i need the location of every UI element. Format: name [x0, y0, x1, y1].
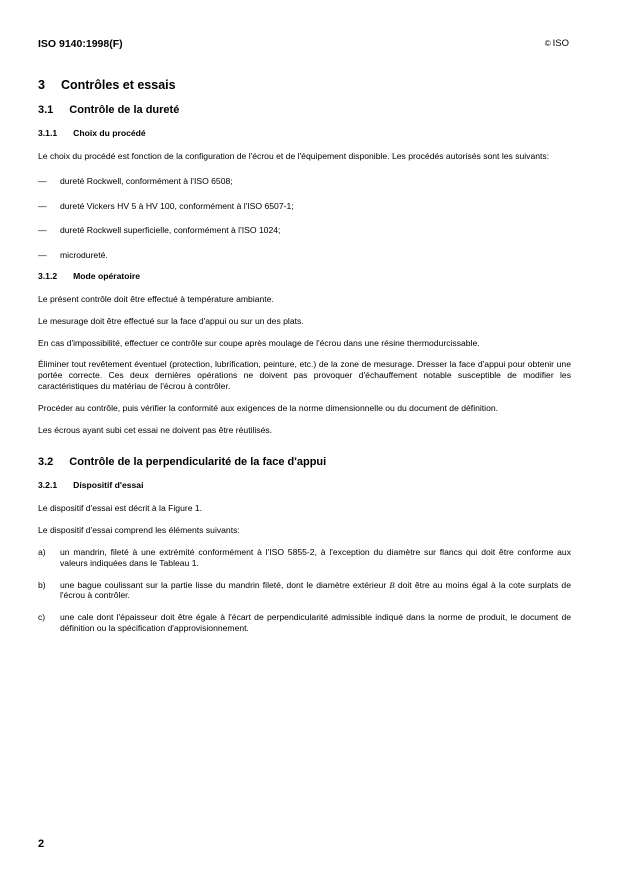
list-item: [38, 547, 571, 569]
dash-marker: —: [38, 175, 47, 186]
section-title: Mode opératoire: [73, 270, 140, 281]
section-3-1-1-heading: [38, 128, 571, 138]
list-item-text: dureté Rockwell superficielle, conformément à l'ISO 1024;: [60, 225, 281, 236]
dash-marker: —: [38, 225, 47, 236]
section-title: Dispositif d'essai: [73, 480, 144, 491]
paragraph: Le présent contrôle doit être effectué à température ambiante.: [38, 293, 274, 304]
list-item: [38, 225, 571, 236]
dash-marker: —: [38, 250, 47, 261]
section-3-2-heading: [38, 456, 571, 468]
text-segment: une bague coulissant sur la partie lisse du mandrin fileté, dont le diamètre extérieur: [60, 579, 390, 590]
paragraph: Le dispositif d'essai comprend les éléments suivants:: [38, 525, 240, 536]
list-item-text: un mandrin, fileté à une extrémité conformément à l'ISO 5855-2, à l'exception du diamètre sur flancs qui doit être conforme aux valeurs indiquées dans le Tableau 1.: [60, 546, 571, 568]
section-title: Contrôle de la perpendicularité de la face d'appui: [69, 456, 327, 469]
list-item-text: [60, 580, 571, 602]
section-number: 3: [38, 78, 45, 92]
section-number: 3.2: [38, 456, 54, 469]
section-number: 3.2.1: [38, 480, 58, 491]
section-title: Contrôle de la dureté: [69, 104, 180, 116]
list-item: [38, 250, 571, 261]
list-item: [38, 176, 571, 187]
paragraph: En cas d'impossibilité, effectuer ce contrôle sur coupe après moulage de l'écrou dans une résine thermodurcissable.: [38, 337, 480, 348]
paragraph: Le dispositif d'essai est décrit à la Figure 1.: [38, 503, 203, 514]
paragraph: Les écrous ayant subi cet essai ne doivent pas être réutilisés.: [38, 424, 273, 435]
page-number: 2: [38, 838, 45, 850]
list-marker: b): [38, 579, 46, 590]
copyright-notice: [545, 38, 569, 49]
paragraph: Procéder au contrôle, puis vérifier la conformité aux exigences de la norme dimensionnelle ou du document de définition.: [38, 402, 499, 413]
section-title: Contrôles et essais: [60, 78, 176, 92]
document-id: ISO 9140:1998(F): [38, 38, 123, 50]
list-marker: a): [38, 546, 46, 557]
copyright-symbol: ©: [544, 39, 551, 48]
list-item-text: une cale dont l'épaisseur doit être égale à l'écart de perpendicularité admissible indiqué dans la norme de produit, le document de définition ou la spécification d'approvisionnement.: [60, 612, 571, 633]
section-number: 3.1.2: [38, 270, 58, 281]
list-item: [38, 580, 571, 602]
section-3-2-1-heading: [38, 480, 571, 490]
section-number: 3.1: [38, 104, 54, 116]
list-item: [38, 201, 571, 212]
paragraph: Le choix du procédé est fonction de la configuration de l'écrou et de l'équipement disponible. Les procédés autorisés sont les suivants:: [38, 151, 550, 161]
section-title: Choix du procédé: [73, 128, 146, 138]
text-segment: doit être au moins égal à la cote surplats de l'écrou à contrôler.: [60, 579, 571, 601]
list-item-text: microdureté.: [60, 250, 108, 261]
list-item: [38, 612, 571, 634]
section-3-heading: [38, 78, 571, 92]
list-item-text: dureté Rockwell, conformément à l'ISO 6508;: [60, 175, 233, 186]
dash-marker: —: [38, 200, 47, 211]
paragraph: Le mesurage doit être effectué sur la face d'appui ou sur un des plats.: [38, 315, 304, 326]
copyright-owner: ISO: [552, 38, 569, 49]
list-item-text: dureté Vickers HV 5 à HV 100, conformément à l'ISO 6507-1;: [60, 200, 294, 211]
paragraph: Éliminer tout revêtement éventuel (protection, lubrification, peinture, etc.) de la zone de mesurage. Dresser la face d'appui pour obtenir une portée correcte. Ces deux dernières opérations ne doivent pas provoquer d'échauffement notable susceptible de modifier les caractéristiques du matériau de l'écrou à contrôler.: [38, 359, 571, 391]
page-content: [38, 78, 571, 634]
section-3-1-2-heading: [38, 271, 571, 281]
section-number: 3.1.1: [38, 128, 58, 138]
section-3-1-heading: [38, 104, 571, 116]
list-marker: c): [38, 612, 46, 623]
symbol-b: B: [389, 579, 395, 590]
